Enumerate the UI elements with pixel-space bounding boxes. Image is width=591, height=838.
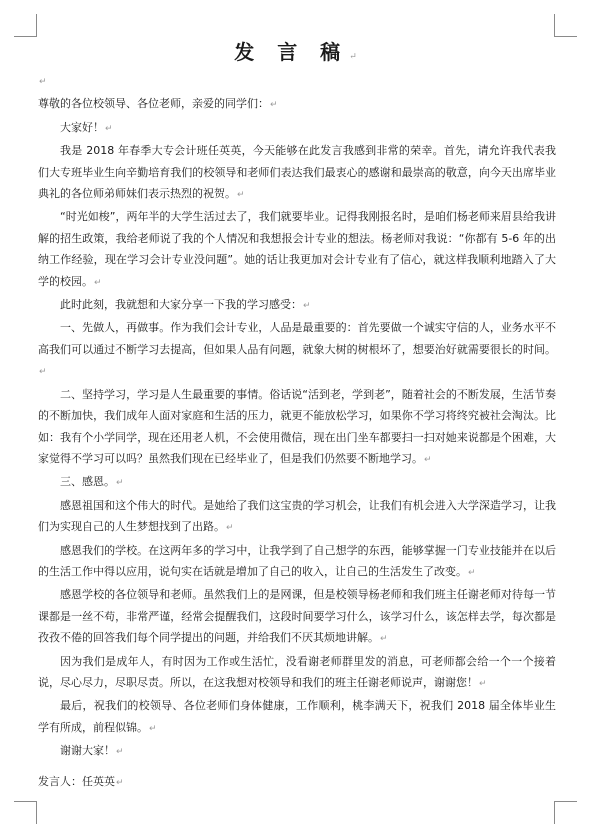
paragraph-mark-icon: ↵: [380, 634, 388, 645]
signature-line[interactable]: [38, 771, 556, 794]
paragraph-text: 一、先做人，再做事。作为我们会计专业，人品是最重要的：首先要做一个诚实守信的人，业务水平不高我们可以通过不断学习去提高，但如果人品有问题，就象大树的树根坏了，想要治好就需要很长的时间。: [38, 321, 556, 356]
paragraph-mark-icon: ↵: [116, 478, 124, 489]
paragraph-text: 大家好！: [60, 120, 104, 134]
paragraph[interactable]: [38, 117, 556, 140]
crop-mark-top-right: [554, 14, 577, 37]
paragraph-mark-icon: ↵: [424, 454, 432, 465]
paragraph[interactable]: [38, 471, 556, 494]
paragraph-mark-icon: ↵: [116, 747, 124, 758]
paragraph-text: 三、感恩。: [60, 475, 115, 489]
paragraph-mark-icon: ↵: [237, 190, 245, 201]
paragraph-text: 谢谢大家！: [60, 744, 115, 758]
paragraph[interactable]: [38, 695, 556, 740]
paragraph-text: 最后，祝我们的校领导、各位老师们身体健康，工作顺利，桃李满天下，祝我们 2018 届全体毕业生学有所成，前程似锦。: [38, 699, 556, 734]
paragraph-text: 我是 2018 年春季大专会计班任英英，今天能够在此发言我感到非常的荣幸。首先，请允许我代表我们大专班毕业生向辛勤培育我们的校领导和老师们表达我们最衷心的感谢和最崇高的敬意，向今天出席毕业典礼的各位师弟师妹们表示热烈的祝贺。: [38, 144, 556, 201]
crop-mark-top-left: [14, 14, 37, 37]
document-title[interactable]: [0, 36, 591, 65]
paragraph-mark-icon: ↵: [149, 723, 157, 734]
paragraph[interactable]: [38, 740, 556, 763]
paragraph[interactable]: [38, 140, 556, 206]
paragraph-mark-icon: ↵: [39, 77, 47, 87]
paragraph-text: “时光如梭”，两年半的大学生活过去了，我们就要毕业。记得我刚报名时，是咱们杨老师来眉县给我讲解的招生政策，我给老师说了我的个人情况和我想报会计专业的想法。杨老师对我说：“你都有 5-6 年的出纳工作经验，现在学习会计专业没问题”。她的话让我更加对会计专业有了信心，就这样我顺利地踏入了大学的校园。: [38, 210, 556, 288]
paragraph[interactable]: [38, 93, 556, 116]
paragraph[interactable]: [38, 317, 556, 383]
paragraph-mark-icon: ↵: [226, 523, 234, 534]
paragraph[interactable]: [38, 584, 556, 650]
paragraph[interactable]: [38, 70, 556, 93]
paragraph-mark-icon: ↵: [468, 567, 476, 578]
crop-mark-bottom-left: [14, 801, 37, 824]
paragraph-text: 此时此刻，我就想和大家分享一下我的学习感受：: [60, 298, 302, 312]
paragraph[interactable]: [38, 384, 556, 472]
paragraph-mark-icon: ↵: [94, 277, 102, 288]
paragraph-text: 感恩我们的学校。在这两年多的学习中，让我学到了自己想学的东西，能够掌握一门专业技能并在以后的生活工作中得以应用，说句实在话就是增加了自己的收入，让自己的生活发生了改变。: [38, 543, 556, 578]
paragraph-mark-icon: ↵: [39, 367, 47, 378]
paragraph[interactable]: [38, 495, 556, 540]
signature-text: 发言人：任英英: [38, 774, 115, 788]
title-text: 发 言 稿: [234, 40, 349, 64]
paragraph-mark-icon: ↵: [349, 52, 357, 62]
paragraph[interactable]: [38, 206, 556, 294]
paragraph-text: 感恩祖国和这个伟大的时代。是她给了我们这宝贵的学习机会，让我们有机会进入大学深造学习，让我们为实现自己的人生梦想找到了出路。: [38, 498, 556, 534]
paragraph-mark-icon: ↵: [270, 100, 278, 111]
paragraph-mark-icon: ↵: [116, 777, 124, 788]
paragraph[interactable]: [38, 294, 556, 317]
paragraph[interactable]: [38, 651, 556, 696]
paragraph-text: 因为我们是成年人，有时因为工作或生活忙，没看谢老师群里发的消息，可老师都会给一个一个接着说，尽心尽力，尽职尽责。所以，在这我想对校领导和我们的班主任谢老师说声，谢谢您！: [38, 654, 556, 689]
paragraph-mark-icon: ↵: [105, 123, 113, 134]
paragraph-text: 二、坚持学习，学习是人生最重要的事情。俗话说“活到老，学到老”，随着社会的不断发展，生活节奏的不断加快，我们成年人面对家庭和生活的压力，就更不能放松学习，如果你不学习将终究被社会淘汰。比如：我有个小学同学，现在还用老人机，不会使用微信，现在出门坐车都要扫一扫对她来说都是个困难，大家觉得不学习可以吗？虽然我们现在已经毕业了，但是我们仍然要不断地学习。: [38, 387, 556, 465]
paragraph-mark-icon: ↵: [479, 678, 487, 689]
paragraph-text: 感恩学校的各位领导和老师。虽然我们上的是网课，但是校领导杨老师和我们班主任谢老师对待每一节课都是一丝不苟，非常严谨，经常会提醒我们，这段时间要学习什么，该学习什么，该怎样去学，每次都是孜孜不倦的回答我们每个同学提出的问题，并给我们不厌其烦地讲解。: [38, 588, 556, 645]
document-body[interactable]: [38, 70, 556, 794]
crop-mark-bottom-right: [554, 801, 577, 824]
paragraph[interactable]: [38, 540, 556, 585]
paragraph-text: 尊敬的各位校领导、各位老师，亲爱的同学们：: [38, 97, 269, 111]
paragraph-mark-icon: ↵: [303, 301, 311, 312]
